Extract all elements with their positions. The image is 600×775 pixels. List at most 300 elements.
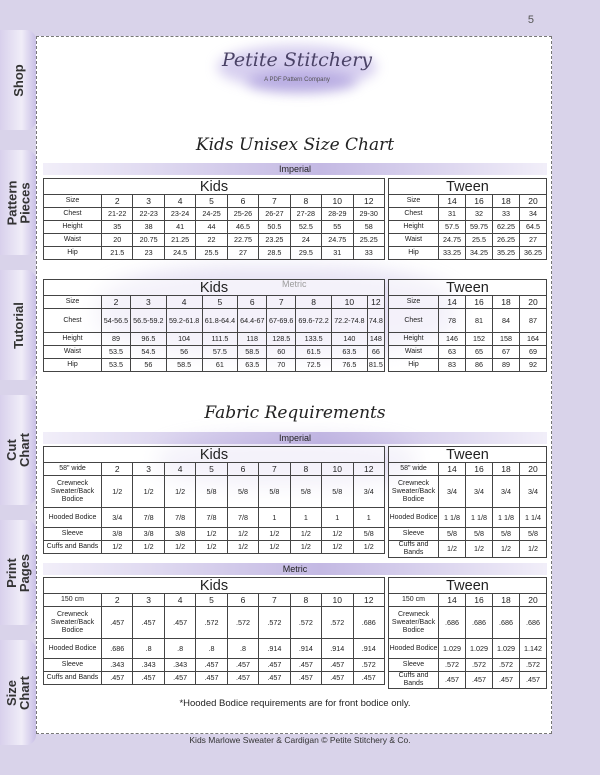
table-row [44,659,385,672]
row-label: Cuffs and Bands [389,672,439,689]
header-cell: 3 [130,296,166,309]
table-row [44,528,385,541]
table-cell: 1.029 [466,639,493,659]
table-cell: 118 [238,333,267,346]
table-row [389,346,547,359]
table-cell: 26.25 [493,234,520,247]
table-cell: 83 [439,359,466,372]
row-label: Sleeve [389,528,439,541]
row-label: Chest [44,208,102,221]
table-row [44,333,385,346]
table-cell: 87 [520,309,547,333]
row-label: Height [44,221,102,234]
table-cell: 44 [196,221,227,234]
table-cell: 7/8 [133,508,164,528]
table-row [44,234,385,247]
table-row [389,672,547,689]
table-cell: .8 [227,639,258,659]
table-cell: 7/8 [164,508,195,528]
table-cell: 1 1/8 [493,508,520,528]
table-cell: 23 [133,247,164,260]
table-cell: 3/4 [493,476,520,508]
table-cell: 1/2 [227,541,258,554]
table-cell: 3/4 [520,476,547,508]
row-label: Cuffs and Bands [44,541,102,554]
header-cell: 8 [290,594,321,607]
table-cell: 1 [353,508,385,528]
table-heading: Kids [44,447,385,463]
table-cell: 56 [130,359,166,372]
table-cell: 1/2 [353,541,385,554]
table-cell: 5/8 [322,476,353,508]
table-cell: .457 [164,672,195,685]
row-label: Waist [389,234,439,247]
table-cell: .686 [439,607,466,639]
table-cell: 1/2 [164,541,195,554]
header-cell: 16 [466,195,493,208]
row-label: Waist [44,234,102,247]
header-cell: 7 [259,594,290,607]
table-cell: 56.5-59.2 [130,309,166,333]
row-label: Cuffs and Bands [44,672,102,685]
table-cell: .572 [493,659,520,672]
table-row [389,234,547,247]
fabric-requirements-title: Fabric Requirements [204,403,386,423]
table-row [44,541,385,554]
header-cell: 5 [196,463,227,476]
header-cell: 7 [259,463,290,476]
table-row [44,359,385,372]
table-cell: 146 [439,333,466,346]
table-cell: 81 [466,309,493,333]
row-label: Hip [389,359,439,372]
table-cell: .572 [227,607,258,639]
row-label: Height [389,333,439,346]
row-label: Sleeve [389,659,439,672]
table-row [389,221,547,234]
header-cell: 4 [164,195,195,208]
table-cell: 5/8 [196,476,227,508]
table-cell: 3/8 [133,528,164,541]
header-cell: 18 [493,195,520,208]
header-cell: 12 [367,296,384,309]
table-heading: Kids [44,179,385,195]
table-cell: 1/2 [102,541,133,554]
table-row [389,333,547,346]
table-row [44,309,385,333]
table-header-row [44,594,385,607]
table-row [389,476,547,508]
table-cell: 72.2-74.8 [331,309,367,333]
table-cell: 1/2 [259,528,290,541]
table-cell: 1/2 [227,528,258,541]
table-row [44,508,385,528]
table-cell: 7/8 [227,508,258,528]
table-cell: 89 [102,333,131,346]
table-cell: 29-30 [353,208,385,221]
table-cell: 31 [439,208,466,221]
header-cell: 2 [102,296,131,309]
table-heading: Tween [389,447,547,463]
table-cell: 78 [439,309,466,333]
table-cell: 24.75 [439,234,466,247]
row-label: Waist [44,346,102,359]
tab-pattern-pieces[interactable] [0,150,36,255]
table-heading: Kids [44,578,385,594]
header-cell: 2 [102,195,133,208]
table-cell: .457 [259,659,290,672]
header-cell: 4 [166,296,202,309]
row-label: Crewneck Sweater/Back Bodice [44,476,102,508]
table-header-row [44,296,385,309]
tab-size-chart-label: Size Chart [3,675,32,710]
table-cell: 1/2 [290,541,321,554]
header-cell: 3 [133,195,164,208]
header-cell: 12 [353,594,385,607]
table-row [389,639,547,659]
tab-tutorial-label: Tutorial [10,301,26,349]
table-cell: 24.5 [164,247,195,260]
row-label: Cuffs and Bands [389,541,439,558]
table-cell: 1/2 [196,528,227,541]
table-cell: 20.75 [133,234,164,247]
header-cell: 16 [466,463,493,476]
table-row [44,221,385,234]
table-cell: 24.75 [322,234,353,247]
table-cell: 34 [520,208,547,221]
tab-print-pages[interactable] [0,520,36,625]
table-cell: .457 [520,672,547,689]
header-cell: 5 [196,195,227,208]
table-cell: 58.5 [238,346,267,359]
table-cell: 25-26 [227,208,258,221]
table-cell: .457 [164,607,195,639]
header-cell: 20 [520,195,547,208]
table-cell: 164 [520,333,547,346]
table-cell: 1/2 [259,541,290,554]
table-cell: .457 [227,672,258,685]
table-cell: 33 [353,247,385,260]
table-cell: .457 [290,659,321,672]
header-cell: 14 [439,594,466,607]
table-row [389,359,547,372]
table-cell: 1/2 [196,541,227,554]
hooded-bodice-note: *Hooded Bodice requirements are for front bodice only. [179,698,411,709]
table-cell: .572 [439,659,466,672]
row-label: Chest [389,309,439,333]
table-cell: 70 [267,359,296,372]
table-cell: 5/8 [466,528,493,541]
table-cell: .457 [196,659,227,672]
header-cell: 150 cm [389,594,439,607]
table-row [389,659,547,672]
table-heading: Tween [389,280,547,296]
table-cell: 54.5 [130,346,166,359]
table-cell: 67 [493,346,520,359]
table-cell: 27 [520,234,547,247]
table-cell: 22-23 [133,208,164,221]
table-cell: 1/2 [102,476,133,508]
table-cell: 96.5 [130,333,166,346]
table-cell: .914 [322,639,353,659]
table-row [44,208,385,221]
header-cell: 10 [322,594,353,607]
tab-shop-label: Shop [10,63,26,97]
table-cell: 1/2 [322,528,353,541]
row-label: Hip [389,247,439,260]
table-cell: 41 [164,221,195,234]
table-cell: 69.6-72.2 [296,309,332,333]
row-label: Crewneck Sweater/Back Bodice [389,476,439,508]
table-cell: 22.75 [227,234,258,247]
table-cell: 64.4-67 [238,309,267,333]
table-cell: 60 [267,346,296,359]
table-cell: 27 [227,247,258,260]
table-row [389,607,547,639]
tab-print-pages-label: Print Pages [4,553,32,592]
table-cell: .457 [133,607,164,639]
imperial-kids-fabric-table [43,446,385,554]
tab-pattern-pieces-label: Pattern Pieces [4,180,33,225]
header-cell: 8 [290,195,321,208]
table-cell: .457 [133,672,164,685]
table-cell: 1/2 [322,541,353,554]
table-cell: .686 [102,639,133,659]
table-cell: 21-22 [102,208,133,221]
table-cell: 35.25 [493,247,520,260]
table-cell: 54-56.5 [102,309,131,333]
table-header-row [389,195,547,208]
header-cell: 6 [227,195,258,208]
table-cell: 67-69.6 [267,309,296,333]
footer: Kids Marlowe Sweater & Cardigan © Petite Stitchery & Co. [189,735,411,745]
row-label: Hooded Bodice [389,508,439,528]
header-cell: 18 [493,296,520,309]
row-label: Chest [389,208,439,221]
table-cell: 62.25 [493,221,520,234]
table-cell: 3/4 [439,476,466,508]
table-cell: 29.5 [290,247,321,260]
table-cell: 28.5 [259,247,290,260]
metric-tween-fabric-table [388,577,547,689]
table-row [389,208,547,221]
table-cell: 5/8 [493,528,520,541]
table-cell: 56 [166,346,202,359]
table-cell: .572 [466,659,493,672]
table-cell: 133.5 [296,333,332,346]
table-cell: .457 [353,672,385,685]
table-cell: 7/8 [196,508,227,528]
header-cell: 7 [259,195,290,208]
table-cell: 5/8 [290,476,321,508]
fabric-imperial-band: Imperial [43,432,547,444]
table-cell: 1/2 [133,541,164,554]
header-cell: 14 [439,463,466,476]
header-cell: 4 [164,594,195,607]
table-cell: 27-28 [290,208,321,221]
header-cell: 2 [102,594,133,607]
table-cell: 25.25 [353,234,385,247]
header-cell: 10 [331,296,367,309]
table-cell: 1 [322,508,353,528]
table-cell: 89 [493,359,520,372]
table-cell: 5/8 [259,476,290,508]
table-cell: 158 [493,333,520,346]
table-cell: .343 [102,659,133,672]
row-label: Waist [389,346,439,359]
table-cell: 5/8 [227,476,258,508]
row-label: Sleeve [44,659,102,672]
table-cell: .343 [133,659,164,672]
table-header-row [389,594,547,607]
tab-size-chart[interactable] [0,640,36,745]
header-cell: 6 [238,296,267,309]
table-cell: 76.5 [331,359,367,372]
metric-tween-size-table [388,279,547,372]
table-cell: 50.5 [259,221,290,234]
table-header-row [389,296,547,309]
table-header-row [389,463,547,476]
table-cell: 35 [102,221,133,234]
table-cell: 65 [466,346,493,359]
table-cell: .8 [196,639,227,659]
header-cell: 14 [439,195,466,208]
table-cell: 5/8 [520,528,547,541]
row-label: Hooded Bodice [44,639,102,659]
header-cell: Size [44,296,102,309]
row-label: Hip [44,359,102,372]
header-cell: 6 [227,594,258,607]
table-cell: 1.029 [493,639,520,659]
table-cell: .8 [164,639,195,659]
table-cell: 25.5 [466,234,493,247]
table-cell: 25.5 [196,247,227,260]
table-header-row [44,195,385,208]
table-cell: 1/2 [439,541,466,558]
header-cell: 12 [353,463,385,476]
table-cell: 52.5 [290,221,321,234]
logo-tagline: A PDF Pattern Company [264,77,330,83]
table-cell: 63.5 [331,346,367,359]
table-cell: 86 [466,359,493,372]
table-cell: 1/2 [290,528,321,541]
table-cell: 28-29 [322,208,353,221]
tab-cut-chart[interactable] [0,395,36,505]
row-label: Sleeve [44,528,102,541]
table-cell: 1 1/8 [466,508,493,528]
table-cell: 3/4 [466,476,493,508]
table-cell: 3/4 [102,508,133,528]
logo-name: Petite Stitchery [221,49,373,71]
header-cell: 18 [493,594,520,607]
imperial-tween-size-table [388,178,547,260]
header-cell: 150 cm [44,594,102,607]
table-cell: 64.5 [520,221,547,234]
table-cell: 81.5 [367,359,384,372]
table-row [44,639,385,659]
tab-shop[interactable] [0,30,36,130]
table-heading: Tween [389,578,547,594]
table-cell: .457 [196,672,227,685]
table-cell: 22 [196,234,227,247]
header-cell: 58" wide [44,463,102,476]
table-cell: .686 [493,607,520,639]
table-cell: 20 [102,234,133,247]
header-cell: Size [389,296,439,309]
table-cell: .572 [259,607,290,639]
header-cell: 16 [466,296,493,309]
table-cell: 23.25 [259,234,290,247]
table-cell: .457 [102,672,133,685]
table-cell: 3/8 [102,528,133,541]
table-cell: .457 [227,659,258,672]
table-cell: .914 [353,639,385,659]
table-row [389,541,547,558]
table-row [389,247,547,260]
logo [207,41,387,99]
table-cell: 1 [290,508,321,528]
table-cell: 24-25 [196,208,227,221]
row-label: Height [44,333,102,346]
table-cell: 84 [493,309,520,333]
table-cell: 1/2 [164,476,195,508]
header-cell: 2 [102,463,133,476]
table-cell: .686 [520,607,547,639]
content-area [36,36,552,734]
tab-cut-chart-label: Cut Chart [3,433,32,467]
table-cell: .914 [259,639,290,659]
table-cell: 38 [133,221,164,234]
table-cell: 31 [322,247,353,260]
table-cell: 26-27 [259,208,290,221]
table-cell: 32 [466,208,493,221]
table-cell: .686 [353,607,385,639]
table-cell: 1/2 [466,541,493,558]
tab-tutorial[interactable] [0,270,36,380]
table-heading: Kids [44,280,385,296]
table-cell: 63 [439,346,466,359]
table-cell: 5/8 [439,528,466,541]
table-cell: 148 [367,333,384,346]
table-cell: 61 [202,359,238,372]
table-row [44,346,385,359]
table-row [44,607,385,639]
table-cell: 36.25 [520,247,547,260]
table-cell: 152 [466,333,493,346]
header-cell: 20 [520,594,547,607]
table-cell: 140 [331,333,367,346]
table-cell: 1/2 [520,541,547,558]
header-cell: 6 [227,463,258,476]
page-number: 5 [527,14,534,26]
header-cell: 3 [133,594,164,607]
row-label: Hip [44,247,102,260]
table-cell: .457 [322,672,353,685]
table-cell: 111.5 [202,333,238,346]
table-cell: 5/8 [353,528,385,541]
header-cell: 14 [439,296,466,309]
table-cell: 58 [353,221,385,234]
table-cell: 92 [520,359,547,372]
table-cell: 63.5 [238,359,267,372]
table-cell: .457 [290,672,321,685]
table-cell: 3/8 [164,528,195,541]
table-cell: .8 [133,639,164,659]
table-cell: 33.25 [439,247,466,260]
table-cell: 1 1/8 [439,508,466,528]
table-cell: 34.25 [466,247,493,260]
fabric-metric-band: Metric [43,563,547,575]
